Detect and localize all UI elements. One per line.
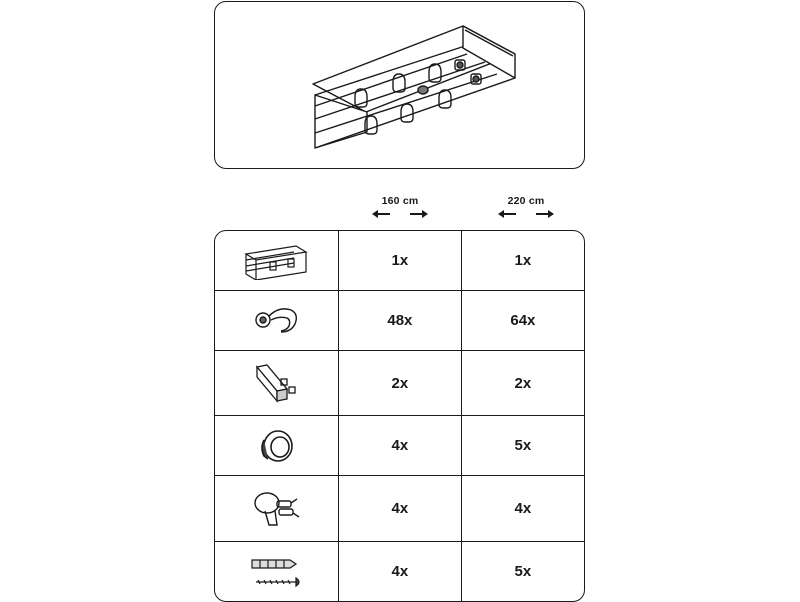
part-cell bbox=[215, 416, 339, 476]
table-row bbox=[215, 231, 584, 290]
qty-220-cell: 5x bbox=[461, 416, 584, 476]
table-row bbox=[215, 476, 584, 542]
clip-connector-icon bbox=[249, 487, 305, 531]
rail-profile-icon bbox=[242, 240, 312, 280]
curtain-rail-with-gliders-icon bbox=[215, 2, 585, 169]
table-row bbox=[215, 290, 584, 350]
qty-220-cell: 5x bbox=[461, 542, 584, 601]
size-label-220: 220 cm bbox=[507, 195, 545, 207]
qty-220-cell: 2x bbox=[461, 350, 584, 416]
qty-220-cell: 4x bbox=[461, 476, 584, 542]
qty-160-cell: 4x bbox=[339, 416, 462, 476]
qty-160-cell: 1x bbox=[339, 231, 462, 290]
qty-160-cell: 48x bbox=[339, 290, 462, 350]
table-row bbox=[215, 416, 584, 476]
qty-160-cell: 2x bbox=[339, 350, 462, 416]
qty-220-cell: 1x bbox=[461, 231, 584, 290]
rail-illustration-panel bbox=[214, 1, 585, 169]
part-cell bbox=[215, 476, 339, 542]
parts-table bbox=[214, 230, 585, 602]
wall-plug-and-screw-icon bbox=[242, 552, 312, 592]
part-cell bbox=[215, 350, 339, 416]
part-cell bbox=[215, 231, 339, 290]
glider-hook-icon bbox=[247, 300, 307, 340]
width-arrows-icon bbox=[350, 207, 450, 221]
table-row bbox=[215, 350, 584, 416]
table-row bbox=[215, 542, 584, 601]
qty-160-cell: 4x bbox=[339, 542, 462, 601]
part-cell bbox=[215, 542, 339, 601]
qty-160-cell: 4x bbox=[339, 476, 462, 542]
qty-220-cell: 64x bbox=[461, 290, 584, 350]
end-cap-icon bbox=[247, 361, 307, 405]
part-cell bbox=[215, 290, 339, 350]
size-label-160: 160 cm bbox=[381, 195, 419, 207]
width-arrows-icon bbox=[476, 207, 576, 221]
ring-bracket-icon bbox=[252, 426, 302, 466]
